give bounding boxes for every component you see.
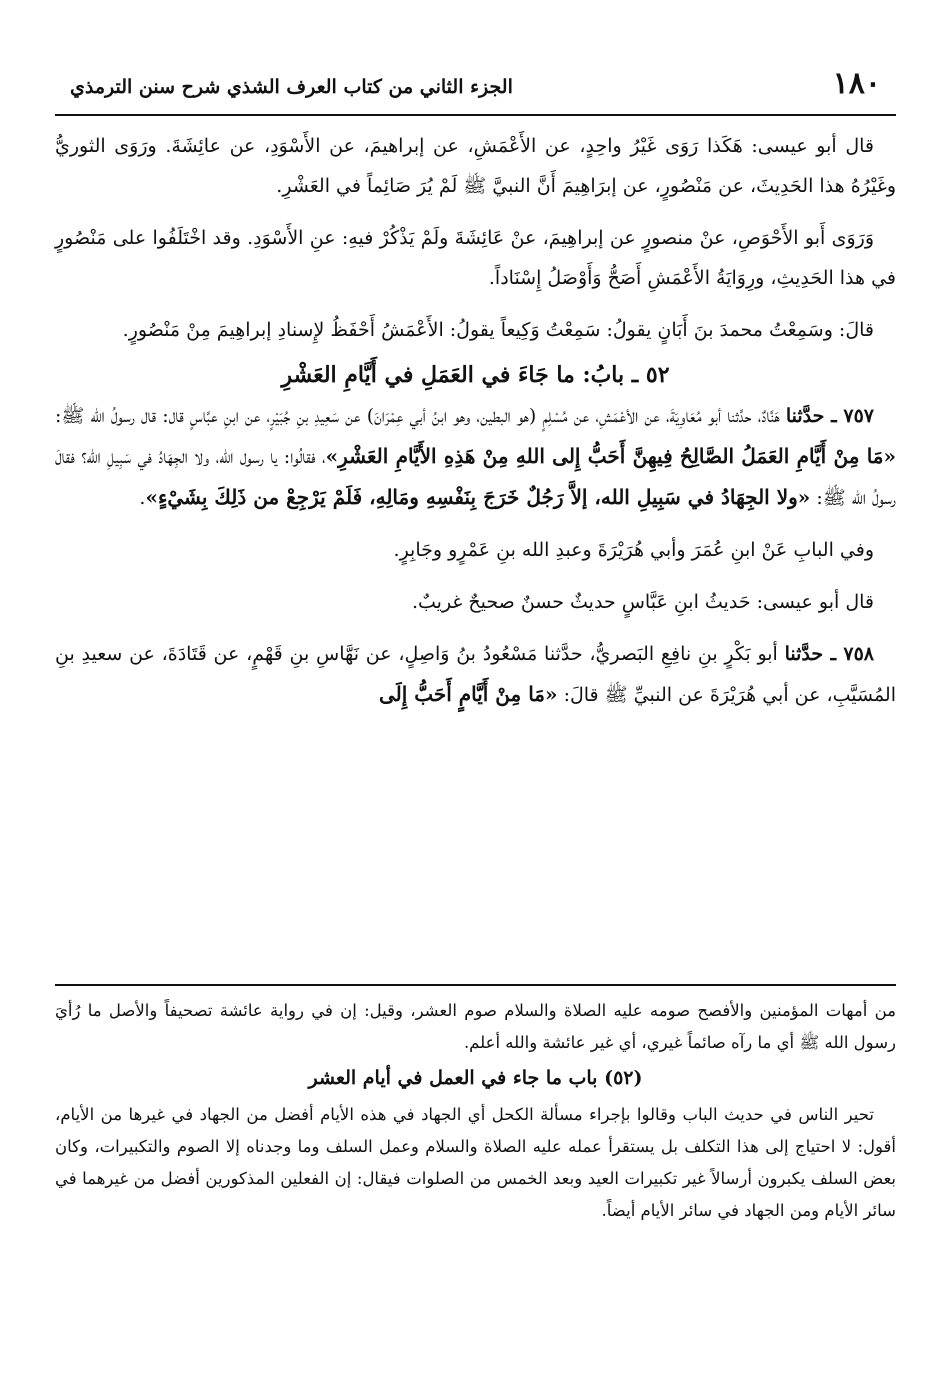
paragraph-abu-isa-1: قال أبو عيسى: هَكَذا رَوَى غَيْرُ واحِدٍ، عن الأَعْمَشِ، عن إبراهيمَ، عن الأَسْوَدِ، عن عائِشَةَ. ورَوَى الثوريُّ وغَيْرُهُ هذا الحَدِيثَ، عن مَنْصُورٍ، عن إبرَاهِيمَ أَنَّ النبيَّ ﷺ لَمْ يُرَ صَائِماً في العَشْرِ. [55, 135, 896, 197]
hadith-757-label: ٧٥٧ ـ حدَّثنا [785, 405, 874, 427]
paragraph-abu-isa-2: قال أبو عيسى: حَديثُ ابنِ عَبَّاسٍ حديثٌ حسنٌ صحيحٌ غريبٌ. [411, 591, 874, 613]
hadith-757 [55, 396, 896, 518]
hadith-757-matn-2: «ولا الجِهَادُ في سَبِيلِ الله، إلاَّ رَجُلٌ خَرَجَ بِنَفْسِهِ ومَالِهِ، فَلَمْ يَرْجِعْ من ذَلِكَ بِشَيْءٍ» [145, 485, 811, 509]
footnote-divider [55, 984, 896, 986]
hadith-758-matn: «مَا مِنْ أَيَّامٍ أَحَبُّ إِلَى [378, 682, 558, 706]
paragraph-waki: قالَ: وسَمِعْتُ محمدَ بنَ أَبَانٍ يقولُ: سَمِعْتُ وَكِيعاً يقولُ: الأَعْمَشُ أَحْفَظُ لإِسنادِ إبراهِيمَ مِنْ مَنْصُورٍ. [122, 319, 874, 341]
paragraph-fil-bab: وفي البابِ عَنْ ابنِ عُمَرَ وأبي هُرَيْرَةَ وعبدِ الله بنِ عَمْرٍو وجَابِرٍ. [393, 539, 874, 561]
header-divider [55, 114, 896, 116]
hadith-758-label: ٧٥٨ ـ حدَّثنا [784, 643, 875, 665]
main-text [55, 126, 896, 727]
commentary-continuation: من أمهات المؤمنين والأفصح صومه عليه الصلاة والسلام صوم العشر، وقيل: إن في رواية عائشة تصحيفاً والأصل ما رُأيَ رسول الله ﷺ أي ما رآه صائماً غيري، أي غير عائشة والله أعلم. [55, 1001, 896, 1052]
hadith-757-dialogue: ، فقالُوا: يا رسول الله، ولا الجِهَادُ في سَبِيلِ الله؟ فقالَ رسولُ الله ﷺ: [55, 446, 896, 509]
chapter-heading: ٥٢ ـ بابُ: ما جَاءَ في العَمَلِ في أَيَّامِ العَشْرِ [281, 362, 670, 388]
paragraph-abu-ahwas: وَرَوَى أَبو الأَحْوَصِ، عنْ منصورٍ عن إبراهِيمَ، عنْ عَائِشَةَ ولَمْ يَذْكُرْ فيهِ: عنِ الأَسْوَدِ. وقد اخْتَلَفُوا على مَنْصُورٍ في هذا الحَدِيثِ، ورِوَايَةُ الأَعْمَشِ أَصَحُّ وَأَوْصَلُ إِسْنَاداً. [55, 227, 896, 289]
page-header [70, 66, 881, 101]
hadith-758 [55, 634, 896, 715]
running-title: الجزء الثاني من كتاب العرف الشذي شرح سنن الترمذي [70, 76, 513, 98]
hadith-757-matn-1: «مَا مِنْ أَيَّامِ العَمَلُ الصَّالِحُ فِيهِنَّ أَحَبُّ إِلى اللهِ مِنْ هَذِهِ الأَيَّامِ العَشْرِ» [325, 444, 896, 468]
hadith-757-isnad: هَنَّادٌ، حدَّثنا أبو مُعَاوِيَةَ، عن الأعْمَشِ، عن مُسْلِمٍ (هو البطين، وهو ابنُ أبي عِمْرَانَ) عن سَعِيدِ بنِ جُبَيْرٍ، عن ابنِ عبَّاسٍ قال: قال رسولُ الله ﷺ: [55, 405, 780, 427]
commentary [55, 995, 896, 1235]
commentary-paragraph: تحير الناس في حديث الباب وقالوا بإجراء مسألة الكحل أي الجهاد في هذه الأيام أفضل من الجهاد في غيرها من الأيام، أقول: لا احتياج إلى هذا التكلف بل يستقرأ عمله عليه الصلاة والسلام وعمل السلف وما وجدناه إلا الصوم والتكبيرات، وكان بعض السلف يكبرون أرسالاً غير تكبيرات العيد وبعد الخمس من الصلوات فيقال: إن الفعلين المذكورين أفضل من غيرهما في سائر الأيام ومن الجهاد في سائر الأيام أيضاً. [55, 1105, 896, 1220]
hadith-757-end: . [139, 487, 146, 509]
hadith-758-isnad: أبو بَكْرٍ بنِ نافِعِ البَصريُّ، حدَّثنا مَسْعُودُ بنُ وَاصِلٍ، عن نَهَّاسِ بنِ قَهْمٍ، عن قَتَادَةَ، عن سعيدِ بنِ المُسَيَّبِ، عن أبي هُرَيْرَةَ عن النبيِّ ﷺ قالَ: [55, 643, 896, 706]
commentary-heading: (٥٢) باب ما جاء في العمل في أيام العشر [308, 1067, 643, 1089]
page-number: ١٨٠ [832, 66, 881, 101]
